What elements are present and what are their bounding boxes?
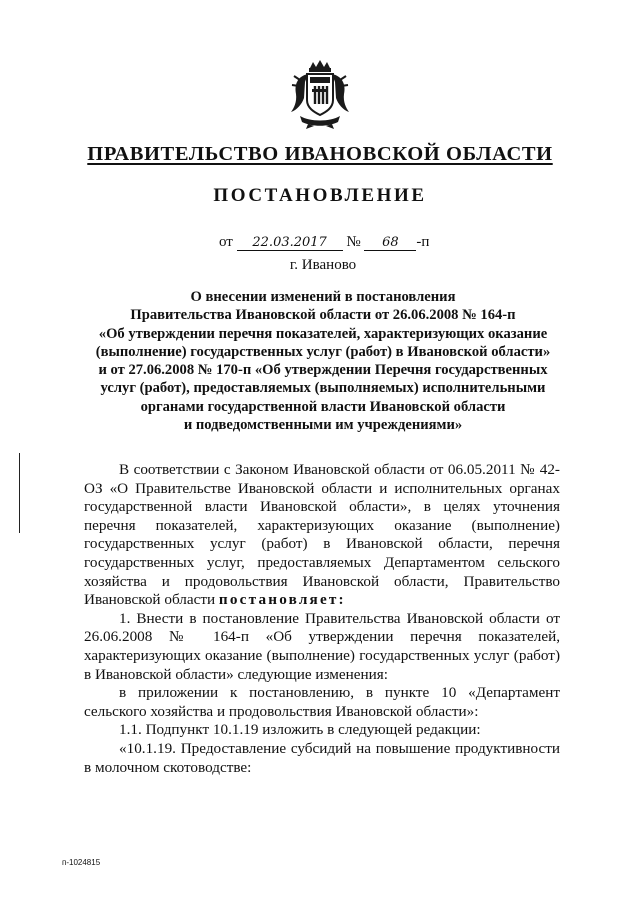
body-paragraph: 1. Внести в постановление Правительства Ивановской области от 26.06.2008 № 164-п «Об утверждении перечня показателей, характеризующих оказание (выполнение) государственных услуг (работ) в Ивановской области» следующие изменения: [84, 609, 560, 683]
document-code: п-1024815 [62, 858, 101, 867]
heading-line: и подведомственными им учреждениями» [183, 417, 463, 434]
body-paragraph [84, 461, 560, 610]
government-title [0, 143, 640, 166]
resolution-heading [70, 288, 576, 434]
body-paragraph: «10.1.19. Предоставление субсидий на повышение продуктивности в молочном скотоводстве: [84, 739, 560, 776]
margin-mark [19, 453, 20, 533]
date-prefix: от [219, 234, 233, 250]
heading-line: О внесении изменений в постановления [190, 289, 456, 305]
number-suffix: -п [416, 234, 430, 250]
body-paragraph: в приложении к постановлению, в пункте 10 «Департамент сельского хозяйства и продовольствия Ивановской области»: [84, 684, 560, 720]
heading-line: (выполнение) государственных услуг (работ) в Ивановской области» [95, 343, 551, 360]
number-value: 68 [364, 236, 416, 251]
body-paragraph: 1.1. Подпункт 10.1.19 изложить в следующей редакции: [119, 721, 481, 739]
document-body [84, 461, 560, 777]
city: г. Иваново [289, 257, 357, 273]
preamble-text: В соответствии с Законом Ивановской области от 06.05.2011 № 42-ОЗ «О Правительстве Ивановской области и исполнительных органах государственной власти Ивановской области», в целях уточнения перечня показателей, характеризующих оказание (выполнение) государственных услуг (работ) в Ивановской области, перечня государственных услуг, предоставляемых Департаментом сельского хозяйства и продовольствия Ивановской области, Правительство Ивановской области [84, 461, 560, 609]
date-number-line [219, 234, 429, 251]
government-title-text: ПРАВИТЕЛЬСТВО ИВАНОВСКОЙ ОБЛАСТИ [87, 143, 553, 165]
decree-keyword: постановляет: [218, 591, 346, 609]
heading-line: и от 27.06.2008 № 170-п «Об утверждении Перечня государственных [98, 362, 548, 379]
heading-line: «Об утверждении перечня показателей, характеризующих оказание [98, 325, 548, 342]
heading-line: Правительства Ивановской области от 26.06.2008 № 164-п [130, 307, 516, 324]
coat-of-arms-icon [288, 58, 352, 130]
heading-line: органами государственной власти Ивановской области [140, 398, 506, 415]
date-value: 22.03.2017 [237, 236, 343, 251]
heading-line: услуг (работ), предоставляемых (выполняемых) исполнительными [100, 380, 546, 397]
document-type-title: ПОСТАНОВЛЕНИЕ [213, 185, 427, 206]
number-sign: № [346, 234, 361, 250]
